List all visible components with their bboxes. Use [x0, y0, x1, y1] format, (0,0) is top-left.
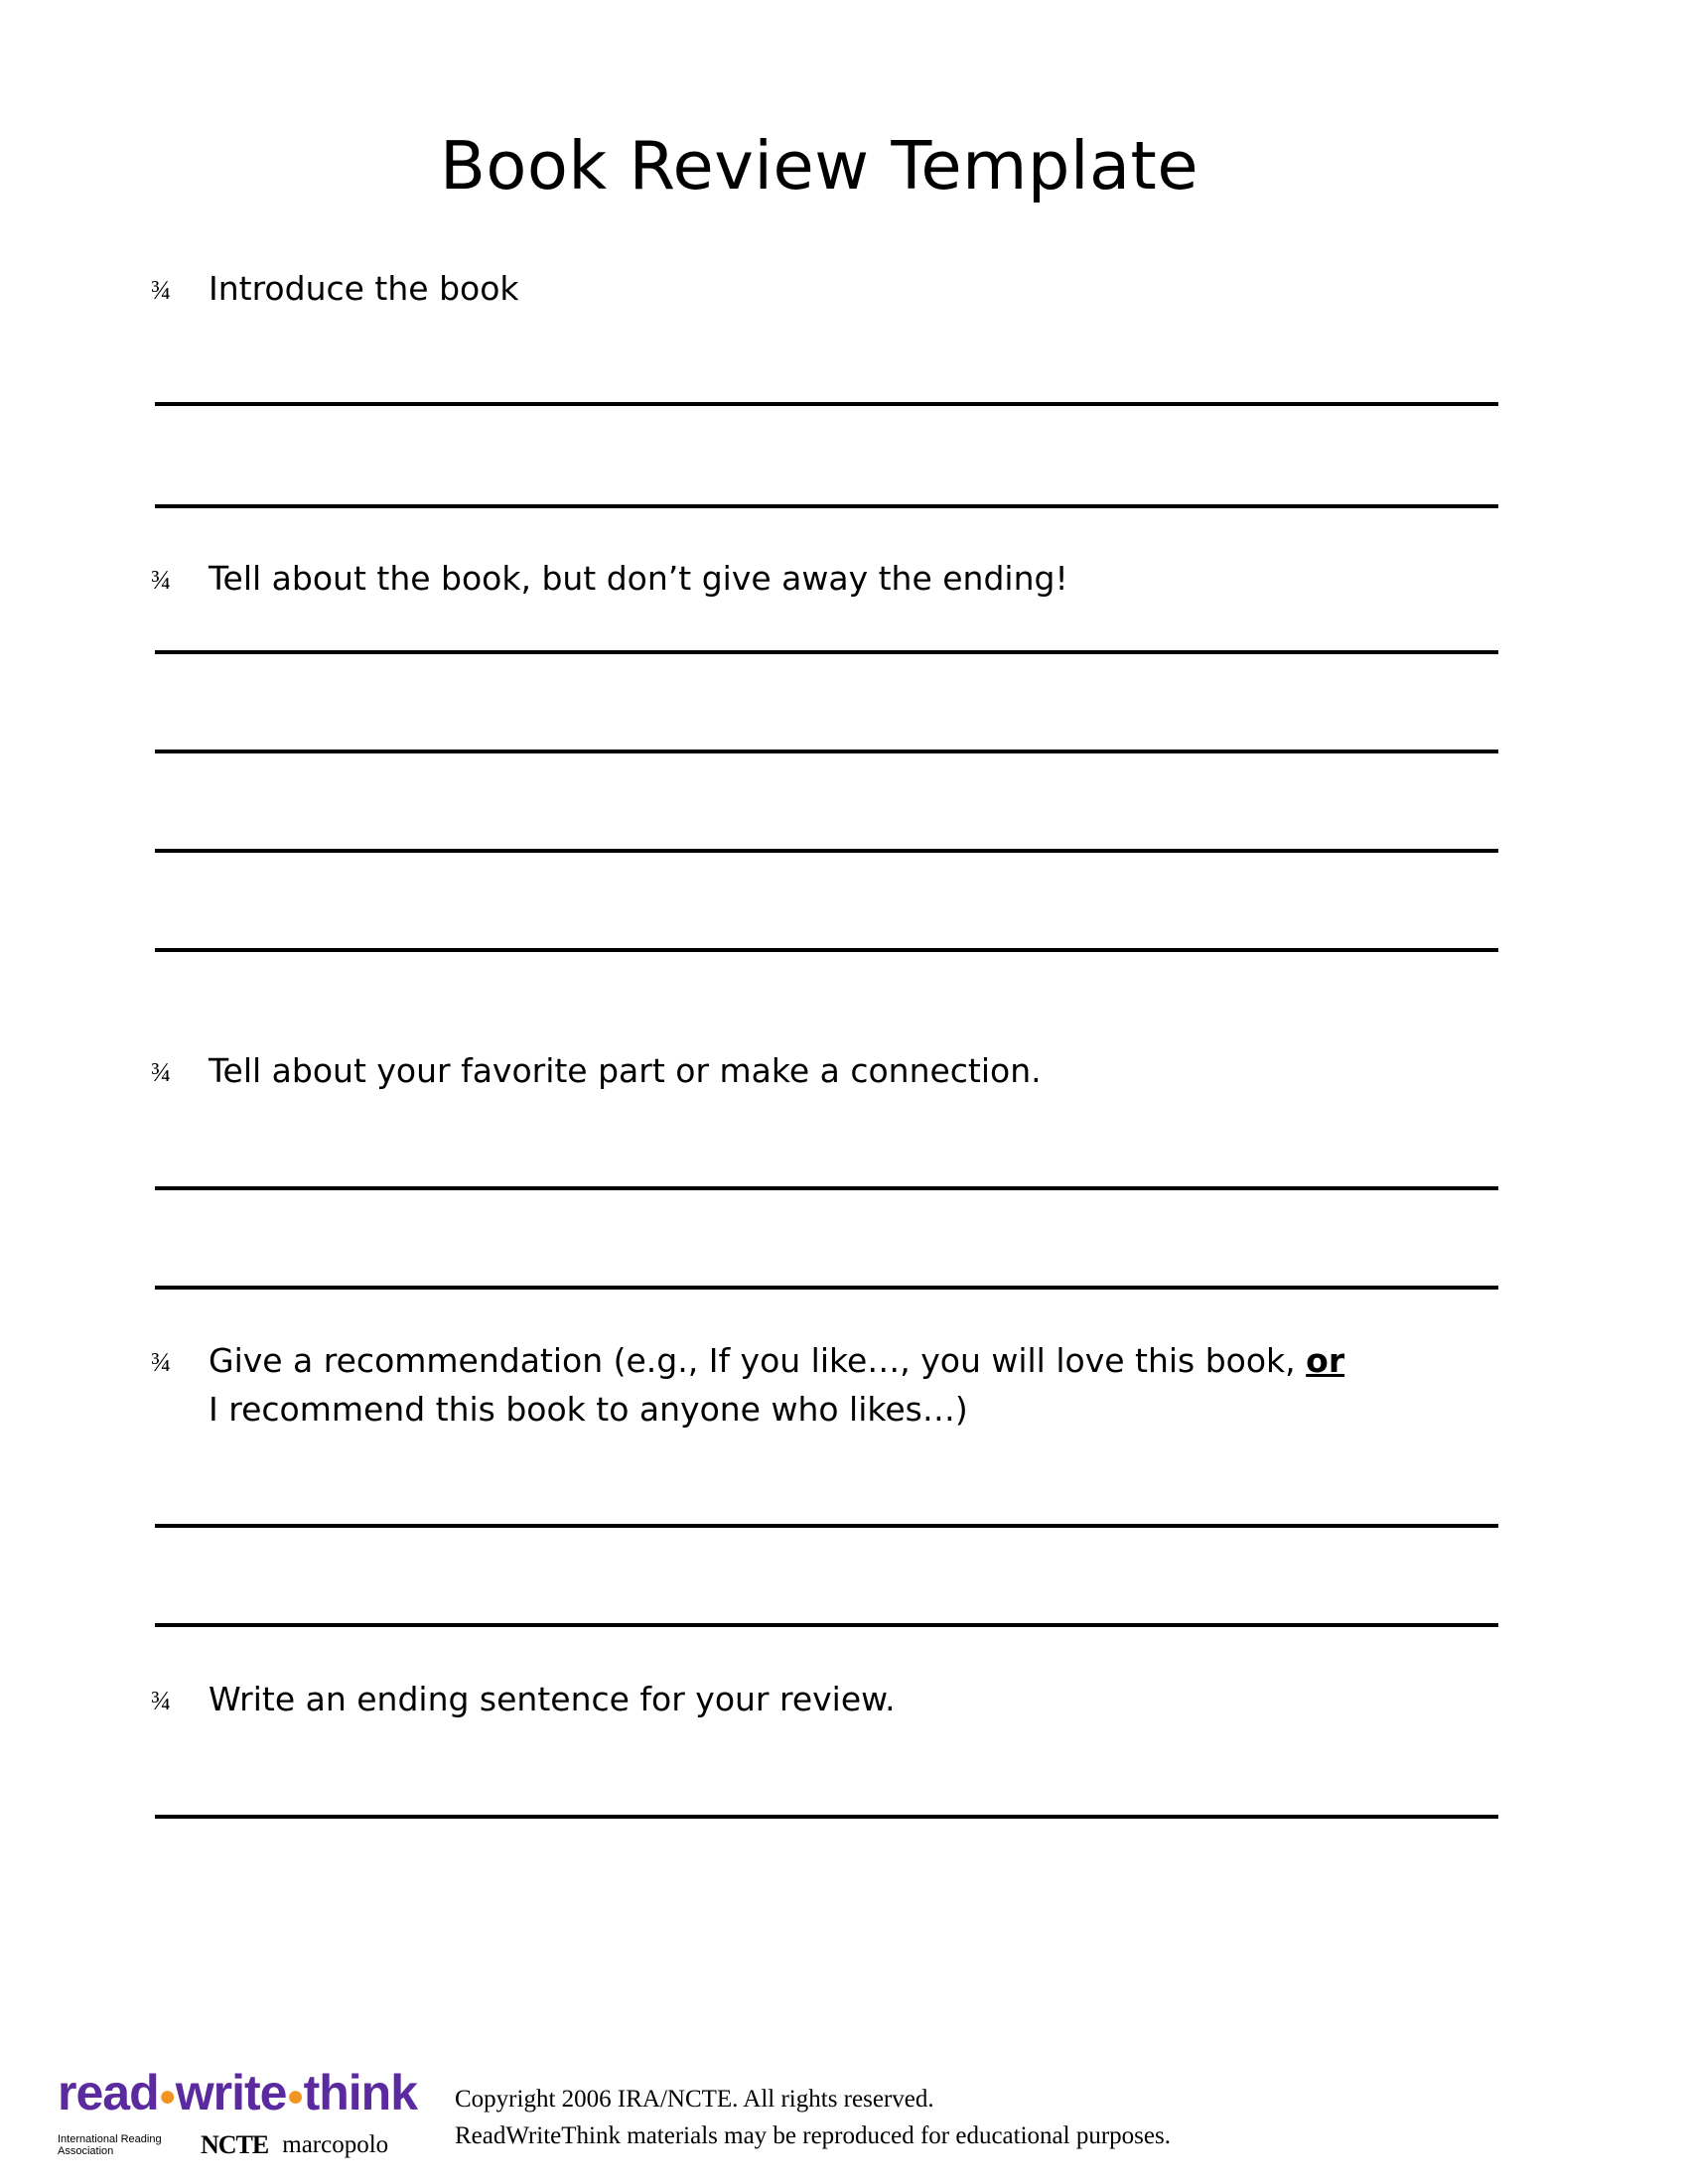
bullet-glyph: ¾: [151, 1686, 172, 1715]
ncte-logo: NCTE: [201, 2129, 269, 2159]
logo-wordmark: read●write●think: [58, 2065, 418, 2120]
reproduction-line: ReadWriteThink materials may be reproduced for educational purposes.: [455, 2122, 1171, 2149]
prompt-text: Tell about your favorite part or make a connection.: [209, 1051, 1042, 1090]
prompt-ending-sentence: [151, 1675, 896, 1723]
bullet-glyph: ¾: [151, 275, 172, 305]
prompt-text: Tell about the book, but don’t give away the ending!: [209, 559, 1068, 598]
writing-line: [155, 402, 1498, 406]
writing-line: [155, 1524, 1498, 1528]
prompt-recommendation: [151, 1336, 1345, 1433]
writing-line: [155, 1815, 1498, 1819]
prompt-introduce: [151, 264, 519, 313]
writing-line: [155, 504, 1498, 508]
logo-dot-icon: ●: [286, 2079, 304, 2113]
writing-line: [155, 948, 1498, 952]
footer-copyright: [455, 2081, 1171, 2154]
prompt-text: Write an ending sentence for your review.: [209, 1680, 896, 1718]
writing-line: [155, 1623, 1498, 1627]
ira-logo: International Reading Association: [58, 2132, 162, 2157]
writing-line: [155, 750, 1498, 753]
marcopolo-logo: marcopolo: [282, 2130, 389, 2158]
writing-line: [155, 849, 1498, 853]
writing-line: [155, 1286, 1498, 1290]
writing-line: [155, 1186, 1498, 1190]
prompt-text: Introduce the book: [209, 269, 519, 308]
readwritethink-logo: [58, 2065, 425, 2174]
page-title: Book Review Template: [439, 127, 1199, 205]
prompt-text: Give a recommendation (e.g., If you like…, you will love this book,: [209, 1341, 1307, 1380]
copyright-line: Copyright 2006 IRA/NCTE. All rights reserved.: [455, 2086, 934, 2113]
bullet-glyph: ¾: [151, 1347, 172, 1377]
prompt-text-line2: I recommend this book to anyone who likes…): [209, 1390, 968, 1429]
writing-line: [155, 650, 1498, 654]
prompt-tell-about-book: [151, 554, 1068, 603]
partner-logos: [58, 2130, 425, 2160]
bullet-glyph: ¾: [151, 1057, 172, 1087]
bullet-glyph: ¾: [151, 565, 172, 595]
logo-dot-icon: ●: [158, 2079, 176, 2113]
prompt-emphasis-or: or: [1306, 1341, 1345, 1380]
prompt-favorite-part: [151, 1046, 1042, 1095]
